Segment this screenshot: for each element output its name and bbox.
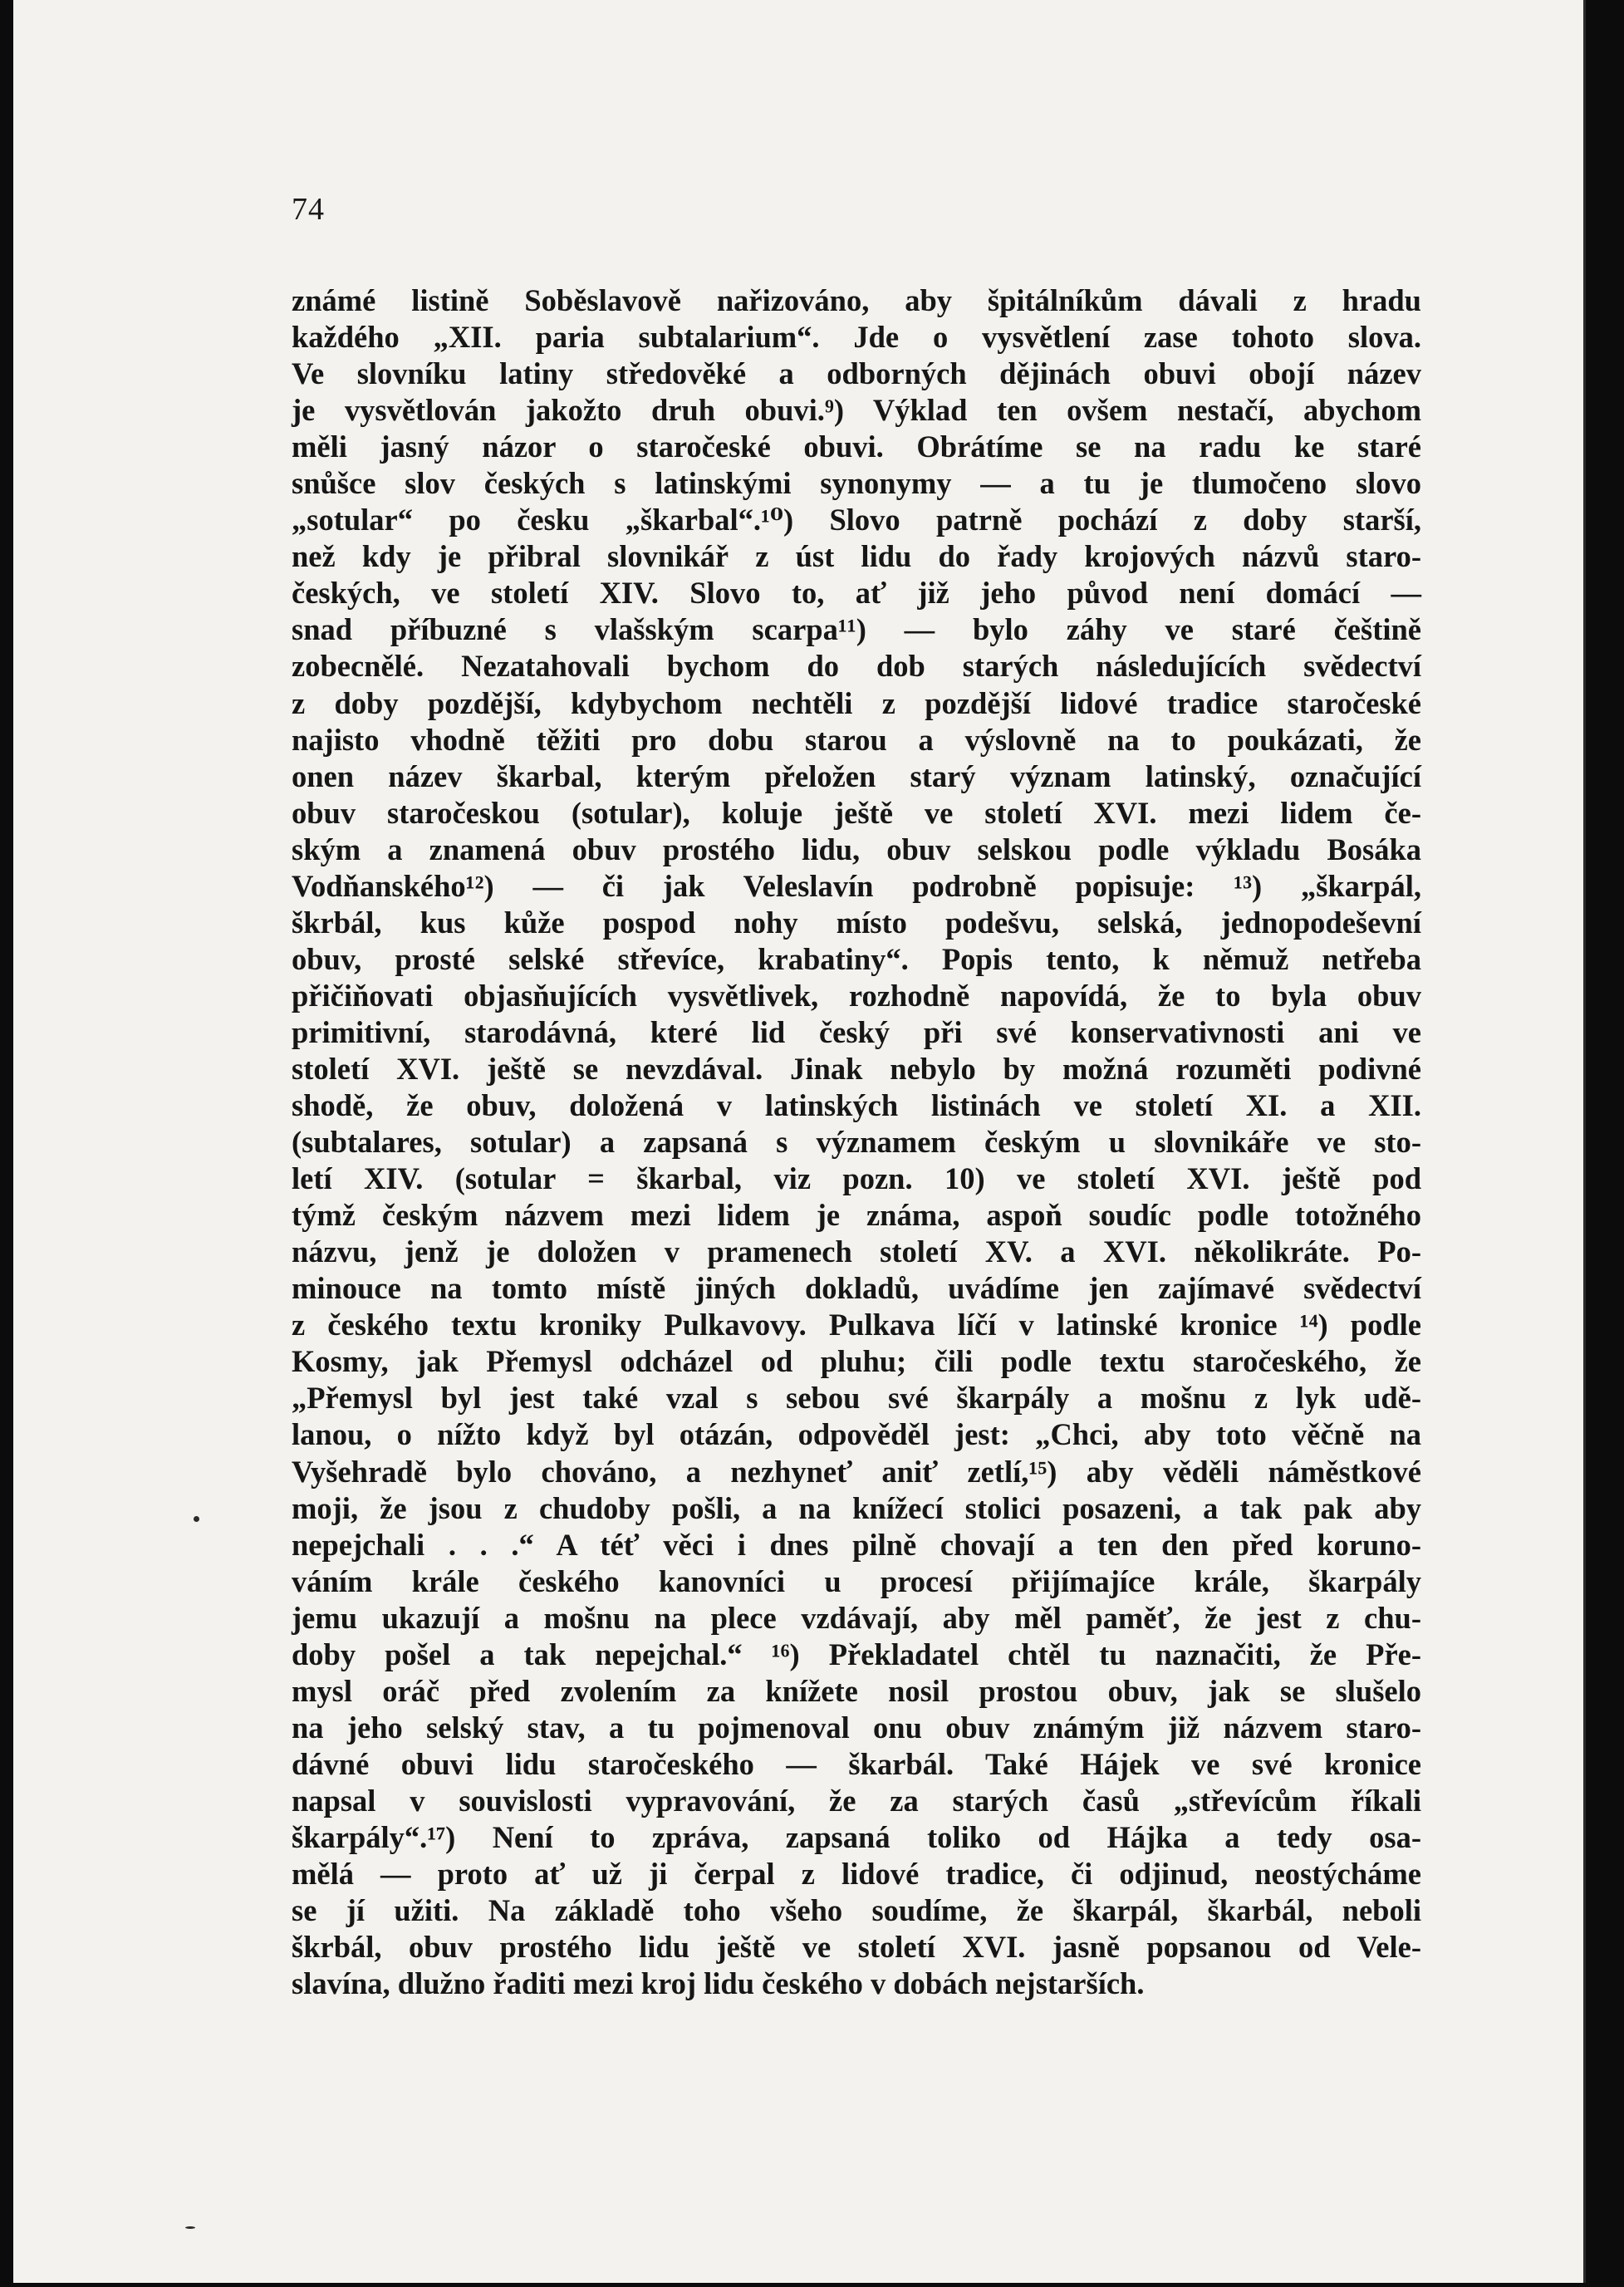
text-line: škrbál, obuv prostého lidu ještě ve století XVI. jasně popsanou od Vele- [292,1930,1421,1965]
text-line: dávné obuvi lidu staročeského — škarbál. Také Hájek ve své kronice [292,1746,1421,1781]
text-line: ským a znamená obuv prostého lidu, obuv selskou podle výkladu Bosáka [292,832,1421,866]
text-line: lanou, o nížto když byl otázán, odpověděl jest: „Chci, aby toto věčně na [292,1417,1421,1452]
text-line: obuv staročeskou (sotular), koluje ještě ve století XVI. mezi lidem če- [292,795,1421,830]
book-page [13,0,1586,2283]
text-line: škrbál, kus kůže pospod nohy místo podešvu, selská, jednopodeševní [292,905,1421,940]
text-line: se jí užiti. Na základě toho všeho soudíme, že škarpál, škarbál, neboli [292,1893,1421,1928]
text-line: českých, ve století XIV. Slovo to, ať již jeho původ není domácí — [292,576,1421,611]
text-line: mysl oráč před zvolením za knížete nosil prostou obuv, jak se slušelo [292,1673,1421,1708]
text-line: každého „XII. paria subtalarium“. Jde o vysvětlení zase tohoto slova. [292,320,1421,355]
text-line: týmž českým názvem mezi lidem je známa, aspoň soudíc podle totožného [292,1198,1421,1233]
text-line: shodě, že obuv, doložená v latinských listinách ve století XI. a XII. [292,1088,1421,1123]
text-line: z doby pozdější, kdybychom nechtěli z pozdější lidové tradice staročeské [292,685,1421,720]
text-line: názvu, jenž je doložen v pramenech století XV. a XVI. několikráte. Po- [292,1234,1421,1269]
text-line: napsal v souvislosti vypravování, že za starých časů „střevícům říkali [292,1783,1421,1818]
text-line: Vodňanského¹²) — či jak Veleslavín podrobně popisuje: ¹³) „škarpál, [292,868,1421,903]
text-line: „sotular“ po česku „škarbal“.¹⁰) Slovo patrně pochází z doby starší, [292,503,1421,537]
text-line: minouce na tomto místě jiných dokladů, uvádíme jen zajímavé svědectví [292,1271,1421,1306]
text-line: primitivní, starodávná, které lid český při své konservativnosti ani ve [292,1014,1421,1049]
scan-speck [185,2226,195,2229]
text-line: zobecnělé. Nezatahovali bychom do dob starých následujících svědectví [292,649,1421,684]
text-line: (subtalares, sotular) a zapsaná s významem českým u slovnikáře ve sto- [292,1125,1421,1160]
text-line: Vyšehradě bylo chováno, a nezhyneť aniť zetlí,¹⁵) aby věděli náměstkové [292,1454,1421,1489]
text-line: najisto vhodně těžiti pro dobu starou a výslovně na to poukázati, že [292,722,1421,757]
text-line: škarpály“.¹⁷) Není to zpráva, zapsaná toliko od Hájka a tedy osa- [292,1819,1421,1854]
text-line: než kdy je přibral slovnikář z úst lidu do řady krojových názvů staro- [292,539,1421,574]
text-line: snad příbuzné s vlašským scarpa¹¹) — bylo záhy ve staré češtině [292,612,1421,647]
text-line: známé listině Soběslavově nařizováno, aby špitálníkům dávali z hradu [292,283,1421,317]
text-line: obuv, prosté selské střevíce, krabatiny“. Popis tento, k němuž netřeba [292,941,1421,976]
text-line: moji, že jsou z chudoby pošli, a na knížecí stolici posazeni, a tak pak aby [292,1490,1421,1525]
text-line: je vysvětlován jakožto druh obuvi.⁹) Výklad ten ovšem nestačí, abychom [292,393,1421,428]
text-line: nepejchali . . .“ A téť věci i dnes pilně chovají a ten den před koruno- [292,1527,1421,1562]
text-line: doby pošel a tak nepejchal.“ ¹⁶) Překladatel chtěl tu naznačiti, že Pře- [292,1637,1421,1671]
text-line: Kosmy, jak Přemysl odcházel od pluhu; čili podle textu staročeského, že [292,1344,1421,1379]
text-line: snůšce slov českých s latinskými synonymy — a tu je tlumočeno slovo [292,466,1421,501]
text-line: Ve slovníku latiny středověké a odborných dějinách obuvi obojí název [292,356,1421,391]
text-line: onen název škarbal, kterým přeložen starý význam latinský, označující [292,758,1421,793]
text-line: slavína, dlužno řaditi mezi kroj lidu českého v dobách nejstarších. [292,1966,1145,2001]
page-number: 74 [292,192,325,227]
text-line: jemu ukazují a mošnu na plece vzdávají, aby měl paměť, že jest z chu- [292,1600,1421,1635]
body-text [292,282,1421,2002]
scan-speck [194,1516,199,1522]
text-line: váním krále českého kanovníci u procesí přijímajíce krále, škarpály [292,1563,1421,1598]
text-line: na jeho selský stav, a tu pojmenoval onu obuv známým již názvem staro- [292,1710,1421,1745]
text-line: přičiňovati objasňujících vysvětlivek, rozhodně napovídá, že to byla obuv [292,978,1421,1013]
text-line: „Přemysl byl jest také vzal s sebou své škarpály a mošnu z lyk udě- [292,1381,1421,1416]
text-line: letí XIV. (sotular = škarbal, viz pozn. 10) ve století XVI. ještě pod [292,1161,1421,1196]
text-line: mělá — proto ať už ji čerpal z lidové tradice, či odjinud, neostýcháme [292,1857,1421,1892]
text-line: z českého textu kroniky Pulkavovy. Pulkava líčí v latinské kronice ¹⁴) podle [292,1308,1421,1342]
text-line: století XVI. ještě se nevzdával. Jinak nebylo by možná rozuměti podivné [292,1051,1421,1086]
text-line: měli jasný názor o staročeské obuvi. Obrátíme se na radu ke staré [292,429,1421,464]
